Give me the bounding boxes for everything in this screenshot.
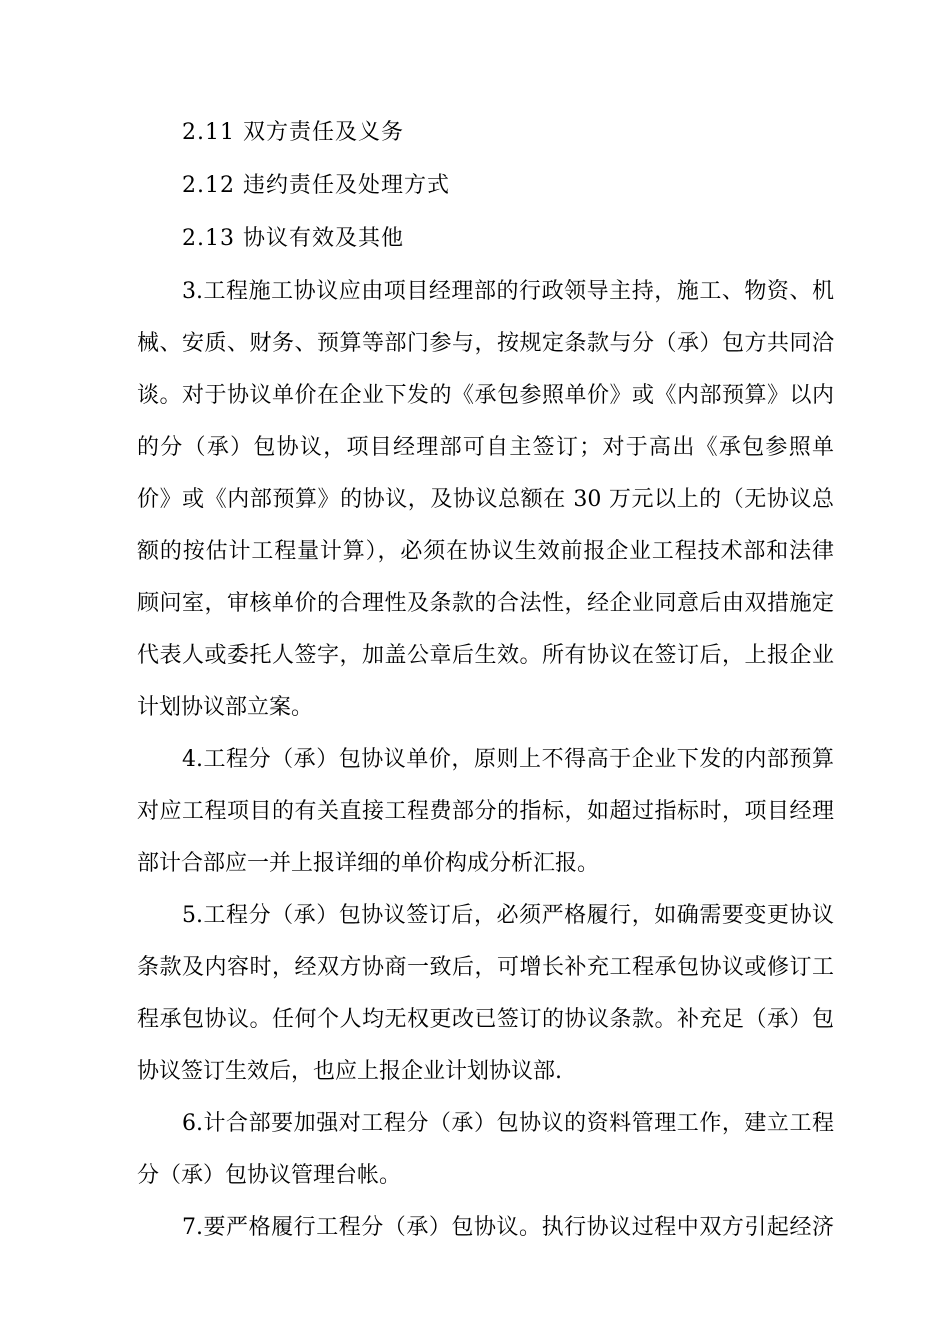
paragraph-line: 价》或《内部预算》的协议，及协议总额在 30 万元以上的（无协议总 [137,487,834,512]
paragraph-line: 分（承）包协议管理台帐。 [137,1163,402,1188]
paragraph-line: 额的按估计工程量计算），必须在协议生效前报企业工程技术部和法律 [137,539,834,564]
list-item-2-12: 2.12 违约责任及处理方式 [182,173,450,198]
paragraph-line: 的分（承）包协议，项目经理部可自主签订；对于高出《承包参照单 [137,435,834,460]
paragraph-line: 部计合部应一并上报详细的单价构成分析汇报。 [137,851,600,876]
paragraph-line: 协议签订生效后，也应上报企业计划协议部. [137,1059,562,1084]
paragraph-line: 械、安质、财务、预算等部门参与，按规定条款与分（承）包方共同洽 [137,331,834,356]
paragraph-line: 对应工程项目的有关直接工程费部分的指标，如超过指标时，项目经理 [137,799,834,824]
paragraph-line: 顾问室，审核单价的合理性及条款的合法性，经企业同意后由双措施定 [137,591,834,616]
paragraph-line: 4.工程分（承）包协议单价，原则上不得高于企业下发的内部预算 [182,747,834,772]
list-item-2-11: 2.11 双方责任及义务 [182,120,404,145]
paragraph-line: 谈。对于协议单价在企业下发的《承包参照单价》或《内部预算》以内 [137,383,834,408]
paragraph-line: 代表人或委托人签字，加盖公章后生效。所有协议在签订后，上报企业 [137,643,834,668]
paragraph-line: 3.工程施工协议应由项目经理部的行政领导主持，施工、物资、机 [182,279,834,304]
list-item-2-13: 2.13 协议有效及其他 [182,226,404,251]
paragraph-line: 程承包协议。任何个人均无权更改已签订的协议条款。补充足（承）包 [137,1007,834,1032]
paragraph-line: 5.工程分（承）包协议签订后，必须严格履行，如确需要变更协议 [182,903,834,928]
paragraph-line: 6.计合部要加强对工程分（承）包协议的资料管理工作，建立工程 [182,1111,834,1136]
paragraph-line: 条款及内容时，经双方协商一致后，可增长补充工程承包协议或修订工 [137,955,834,980]
paragraph-line: 计划协议部立案。 [137,695,314,720]
paragraph-line: 7.要严格履行工程分（承）包协议。执行协议过程中双方引起经济 [182,1215,834,1240]
